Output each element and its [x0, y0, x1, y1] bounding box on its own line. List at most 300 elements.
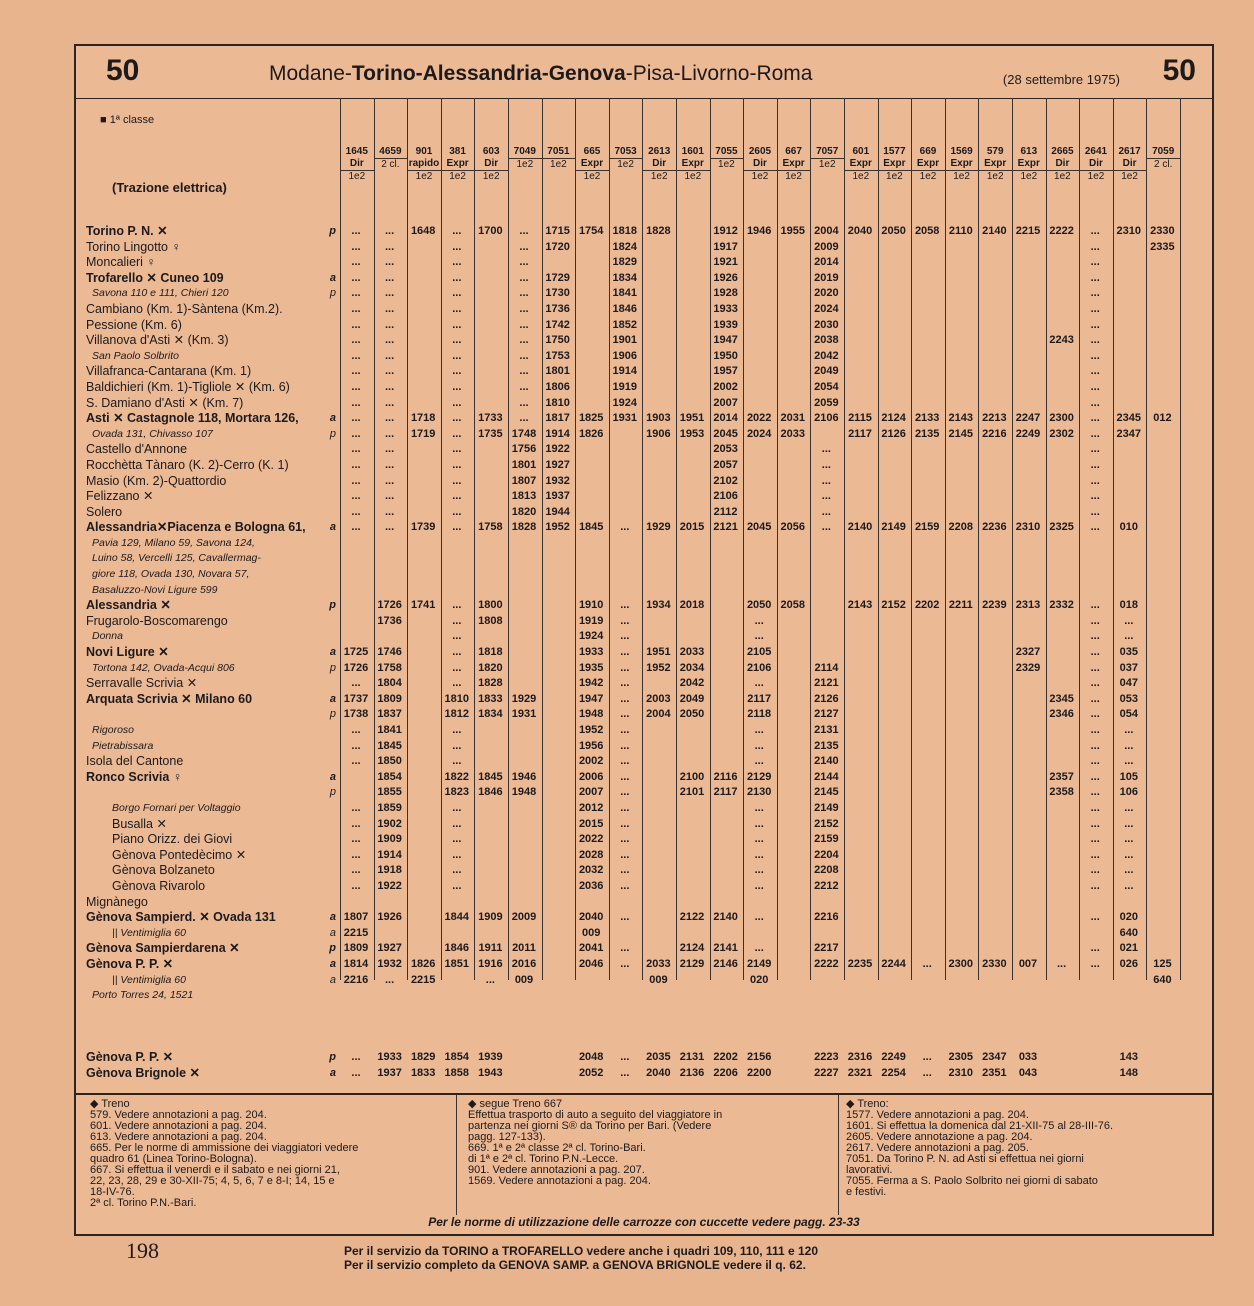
- timetable-times: [343, 224, 1206, 1082]
- time-cell: 1742: [545, 318, 570, 331]
- time-cell: 2121: [713, 521, 738, 534]
- station-name: Basaluzzo-Novi Ligure 599: [92, 583, 218, 596]
- time-cell: ...: [1124, 614, 1134, 627]
- station-name: Masio (Km. 2)-Quattordio: [86, 473, 227, 488]
- station-row: [86, 754, 336, 770]
- time-cell: 2135: [914, 427, 940, 440]
- note-line: 22, 23, 28, 29 e 30-XII-75; 4, 5, 6, 7 e 8-I; 14, 15 e: [90, 1175, 335, 1187]
- time-cell: 105: [1119, 770, 1138, 783]
- train-num: 613: [1020, 146, 1038, 157]
- note-line: lavorativi.: [846, 1164, 893, 1176]
- time-cell: 1810: [444, 692, 470, 705]
- station-name: Mignànego: [86, 894, 148, 909]
- train-type: Expr: [782, 158, 805, 169]
- time-row: [346, 598, 1206, 614]
- time-row: [343, 926, 1206, 942]
- time-cell: 2046: [578, 957, 604, 970]
- time-cell: 2329: [1015, 661, 1041, 674]
- time-cell: ...: [452, 739, 462, 752]
- time-cell: 037: [1119, 661, 1138, 674]
- station-name: || Ventimiglia 60: [112, 973, 186, 986]
- time-cell: ...: [1090, 396, 1100, 409]
- time-cell: 1813: [511, 490, 537, 503]
- note-line: 7051. Da Torino P. N. ad Asti si effettua nei giorni: [846, 1153, 1084, 1165]
- time-cell: 2033: [780, 427, 806, 440]
- time-cell: 2156: [746, 1051, 772, 1064]
- time-cell: 2012: [578, 801, 604, 814]
- time-cell: 2129: [746, 770, 772, 783]
- time-row: [346, 396, 1206, 412]
- time-cell: ...: [452, 271, 462, 284]
- arr-dep-marker: a: [330, 271, 336, 287]
- time-cell: ...: [385, 973, 395, 986]
- time-cell: ...: [452, 521, 462, 534]
- time-cell: 2135: [814, 739, 839, 752]
- time-cell: 2057: [713, 458, 738, 471]
- time-cell: ...: [1090, 708, 1100, 721]
- time-cell: 1903: [646, 412, 671, 425]
- time-cell: ...: [385, 225, 395, 237]
- note-line: 1569. Vedere annotazioni a pag. 204.: [468, 1175, 651, 1187]
- time-cell: 1928: [713, 287, 738, 300]
- note-line: 669. 1ª e 2ª classe 2ª cl. Torino-Bari.: [468, 1142, 646, 1154]
- station-name: Cambiano (Km. 1)-Sàntena (Km.2).: [86, 301, 283, 316]
- time-cell: ...: [1090, 786, 1100, 799]
- time-cell: ...: [1090, 302, 1100, 315]
- time-cell: 143: [1119, 1051, 1138, 1064]
- train-num: 603: [482, 146, 500, 157]
- time-cell: 1726: [343, 661, 369, 674]
- train-num: 601: [852, 146, 870, 157]
- note-line: partenza nei giorni S® da Torino per Bari. (Vedere: [468, 1120, 712, 1132]
- time-cell: ...: [1090, 911, 1100, 924]
- time-cell: ...: [1090, 957, 1100, 970]
- time-cell: 1846: [444, 942, 470, 955]
- train-header: [978, 146, 1012, 183]
- time-cell: ...: [922, 1051, 932, 1064]
- train-header: [542, 146, 576, 171]
- train-header: [1012, 146, 1046, 183]
- time-cell: 1758: [478, 521, 503, 534]
- time-cell: 2014: [713, 412, 738, 425]
- time-cell: 2216: [982, 427, 1007, 440]
- arr-dep-marker: p: [329, 941, 336, 957]
- time-cell: 1726: [377, 599, 402, 612]
- time-cell: ...: [1090, 287, 1100, 300]
- couchette-note: Per le norme di utilizzazione delle carrozze con cuccette vedere pagg. 23-33: [428, 1215, 860, 1229]
- station-name: Castello d'Annone: [86, 442, 188, 457]
- time-cell: ...: [452, 256, 462, 269]
- time-cell: 2215: [1015, 225, 1041, 237]
- time-cell: 2117: [747, 692, 772, 705]
- time-row: [346, 551, 1206, 567]
- time-cell: 1937: [545, 490, 570, 503]
- station-name: Isola del Cantone: [86, 754, 184, 769]
- time-cell: ...: [385, 521, 395, 534]
- arr-dep-marker: a: [330, 692, 336, 708]
- arr-dep-marker: a: [330, 926, 336, 942]
- time-cell: ...: [620, 942, 630, 955]
- time-cell: 1756: [511, 443, 537, 456]
- time-cell: 2332: [1049, 599, 1074, 612]
- train-num: 667: [785, 146, 802, 157]
- time-row: [346, 879, 1206, 895]
- time-cell: ...: [754, 864, 764, 877]
- time-cell: ...: [351, 256, 361, 269]
- time-cell: 2131: [814, 724, 839, 736]
- station-row: [86, 1004, 336, 1020]
- time-row: [346, 895, 1206, 911]
- train-type: Dir: [652, 158, 667, 169]
- train-num: 7053: [614, 146, 637, 157]
- time-cell: 2206: [713, 1067, 738, 1080]
- time-row: [346, 442, 1206, 458]
- time-cell: 1700: [478, 225, 503, 237]
- time-cell: ...: [754, 739, 764, 752]
- time-cell: ...: [452, 661, 462, 674]
- time-cell: 1809: [377, 692, 402, 705]
- station-name: Alessandria✕Piacenza e Bologna 61,: [86, 520, 306, 535]
- time-cell: 1906: [646, 427, 671, 440]
- station-name: Piano Orizz. dei Giovi: [112, 832, 233, 847]
- train-num: 669: [919, 146, 937, 157]
- time-cell: 1738: [343, 708, 369, 721]
- time-cell: 1822: [444, 770, 470, 783]
- time-cell: 2036: [578, 879, 604, 892]
- time-row: [346, 255, 1206, 271]
- time-cell: 2007: [578, 786, 604, 799]
- time-cell: ...: [385, 318, 395, 331]
- station-row: [86, 957, 336, 973]
- time-cell: 1914: [612, 365, 638, 378]
- time-cell: ...: [754, 911, 764, 924]
- time-cell: 1845: [377, 739, 402, 752]
- time-row: [346, 286, 1206, 302]
- time-cell: 2239: [982, 599, 1007, 612]
- notes-heading: ◆ Treno: [90, 1098, 130, 1110]
- time-cell: 2032: [578, 864, 604, 877]
- time-cell: 1748: [511, 427, 537, 440]
- station-name: Gènova P. P. ✕: [86, 1050, 174, 1065]
- arr-dep-marker: p: [330, 785, 336, 801]
- time-cell: ...: [1090, 318, 1100, 331]
- time-cell: 2114: [814, 661, 839, 674]
- time-row: [346, 1050, 1206, 1066]
- time-cell: ...: [620, 599, 630, 612]
- time-cell: 1753: [545, 349, 570, 362]
- time-cell: 2143: [847, 599, 873, 612]
- time-cell: ...: [385, 412, 395, 425]
- station-name: Moncalieri ♀: [86, 255, 156, 270]
- train-cls: 1e2: [978, 170, 1012, 183]
- train-num: 7059: [1152, 146, 1175, 157]
- time-cell: 1953: [679, 427, 705, 440]
- time-cell: ...: [351, 349, 361, 362]
- time-cell: 007: [1018, 957, 1038, 970]
- train-num: 7051: [547, 146, 570, 157]
- time-cell: 2041: [578, 942, 604, 955]
- time-cell: 1735: [478, 427, 503, 440]
- time-cell: ...: [519, 334, 529, 347]
- time-cell: 1818: [612, 225, 638, 237]
- time-cell: 1943: [478, 1067, 503, 1080]
- time-cell: 2146: [713, 957, 738, 970]
- station-row: [86, 832, 336, 848]
- time-cell: 1931: [511, 708, 537, 721]
- train-type: Expr: [681, 158, 704, 169]
- time-cell: 2003: [646, 692, 671, 705]
- time-cell: ...: [754, 879, 764, 892]
- time-cell: 020: [750, 973, 769, 986]
- time-cell: 1823: [444, 786, 470, 799]
- note-line: pagg. 127-133).: [468, 1131, 546, 1143]
- time-cell: ...: [452, 349, 462, 362]
- train-type: Expr: [1017, 158, 1040, 169]
- time-cell: 2216: [343, 973, 369, 986]
- train-header: [407, 146, 441, 183]
- time-cell: 1817: [545, 412, 570, 425]
- time-cell: ...: [519, 318, 529, 331]
- time-row: [346, 520, 1206, 536]
- time-cell: 1951: [679, 412, 705, 425]
- time-cell: ...: [1090, 256, 1100, 269]
- time-row: [346, 676, 1206, 692]
- time-cell: ...: [351, 427, 361, 440]
- train-header: [743, 146, 777, 183]
- header-divider: [76, 98, 1212, 99]
- train-type: Dir: [349, 158, 364, 169]
- time-cell: 2243: [1049, 334, 1074, 347]
- time-cell: ...: [1090, 458, 1100, 471]
- station-name: Rocchètta Tànaro (K. 2)-Cerro (K. 1): [86, 457, 289, 472]
- time-cell: 1844: [444, 911, 470, 924]
- train-header: [508, 146, 542, 171]
- time-cell: ...: [519, 349, 529, 362]
- time-cell: ...: [452, 412, 462, 425]
- time-cell: 2031: [780, 412, 806, 425]
- time-cell: 2204: [814, 848, 839, 861]
- station-row: [86, 349, 336, 365]
- time-row: [346, 240, 1206, 256]
- time-cell: ...: [385, 396, 395, 409]
- time-cell: 1939: [713, 318, 738, 331]
- time-cell: ...: [754, 614, 764, 627]
- notes-section: [76, 1093, 1212, 1209]
- station-row: [86, 224, 336, 240]
- note-line: 1577. Vedere annotazioni a pag. 204.: [846, 1109, 1029, 1121]
- arr-dep-marker: p: [330, 661, 336, 677]
- time-cell: 2310: [1015, 521, 1041, 534]
- time-cell: ...: [1124, 724, 1134, 736]
- train-header: [1146, 146, 1180, 171]
- time-cell: 1932: [545, 474, 570, 487]
- station-row: [86, 801, 336, 817]
- station-row: [86, 785, 336, 801]
- time-cell: ...: [1090, 490, 1100, 503]
- time-cell: ...: [1090, 240, 1100, 253]
- station-row: [86, 1066, 336, 1082]
- station-name: Solero: [86, 504, 123, 519]
- time-cell: ...: [821, 505, 831, 518]
- time-cell: 2101: [679, 786, 705, 799]
- time-cell: ...: [385, 443, 395, 456]
- time-cell: 1859: [377, 801, 402, 814]
- time-cell: ...: [1090, 380, 1100, 393]
- train-cls: 1e2: [441, 170, 475, 183]
- time-cell: ...: [1090, 630, 1100, 643]
- time-cell: ...: [620, 786, 630, 799]
- time-cell: 1846: [612, 302, 638, 315]
- station-row: [86, 692, 336, 708]
- train-cls: 2 cl.: [374, 158, 408, 171]
- time-cell: ...: [1124, 879, 1134, 892]
- train-cls: 1e2: [1046, 170, 1080, 183]
- time-cell: ...: [385, 474, 395, 487]
- station-name: Savona 110 e 111, Chieri 120: [92, 287, 229, 300]
- train-type: Dir: [1089, 158, 1103, 169]
- time-cell: ...: [452, 801, 462, 814]
- time-cell: 053: [1119, 692, 1138, 705]
- station-name: Pessione (Km. 6): [86, 317, 182, 332]
- note-line: 2617. Vedere annotazioni a pag. 205.: [846, 1142, 1029, 1154]
- time-cell: ...: [452, 225, 462, 237]
- station-row: [86, 848, 336, 864]
- train-num: 1569: [950, 146, 973, 157]
- time-cell: ...: [1124, 864, 1134, 877]
- time-cell: 1718: [410, 412, 436, 425]
- station-name: Gènova Pontedècimo ✕: [112, 847, 247, 862]
- time-cell: 1952: [646, 661, 671, 674]
- time-cell: 2040: [646, 1067, 671, 1080]
- note-line: 601. Vedere annotazioni a pag. 204.: [90, 1120, 267, 1132]
- time-cell: 2019: [814, 271, 839, 284]
- time-cell: ...: [1090, 833, 1100, 846]
- time-cell: 2106: [713, 490, 738, 503]
- time-cell: 1736: [377, 614, 402, 627]
- time-cell: ...: [922, 1067, 932, 1080]
- time-cell: ...: [519, 380, 529, 393]
- train-num: 4659: [379, 146, 402, 157]
- time-cell: ...: [1090, 412, 1100, 425]
- train-type: Expr: [883, 158, 906, 169]
- time-cell: ...: [385, 349, 395, 362]
- time-cell: ...: [620, 614, 630, 627]
- time-row: [343, 692, 1206, 708]
- time-cell: ...: [351, 521, 361, 534]
- station-name: San Paolo Solbrito: [92, 349, 179, 362]
- train-num: 7049: [513, 146, 536, 157]
- train-cls: 1e2: [1113, 170, 1147, 183]
- arr-dep-marker: a: [330, 411, 336, 427]
- time-cell: 1810: [545, 396, 570, 409]
- time-cell: 2042: [814, 349, 839, 362]
- time-cell: ...: [452, 630, 462, 643]
- time-cell: ...: [519, 302, 529, 315]
- time-cell: 1746: [377, 646, 402, 659]
- time-cell: 2118: [747, 708, 772, 721]
- arr-dep-marker: a: [330, 910, 336, 926]
- time-cell: 2215: [410, 973, 436, 986]
- time-cell: 1809: [343, 942, 369, 955]
- train-num: 579: [986, 146, 1004, 157]
- time-cell: 2149: [814, 801, 839, 814]
- time-cell: ...: [351, 848, 361, 861]
- time-cell: ...: [754, 848, 764, 861]
- time-cell: 2015: [578, 817, 604, 830]
- time-cell: ...: [1090, 365, 1100, 378]
- time-cell: 026: [1119, 957, 1138, 970]
- time-cell: 1739: [410, 521, 436, 534]
- time-cell: 2202: [914, 599, 940, 612]
- time-cell: 2149: [746, 957, 772, 970]
- station-row: [86, 396, 336, 412]
- time-cell: 2236: [982, 521, 1007, 534]
- time-cell: ...: [452, 490, 462, 503]
- time-cell: 1804: [377, 677, 402, 690]
- time-cell: ...: [385, 302, 395, 315]
- time-cell: 1814: [343, 957, 369, 970]
- train-cls: 1e2: [676, 170, 710, 183]
- train-header: [810, 146, 844, 171]
- station-row: [86, 505, 336, 521]
- time-row: [346, 629, 1206, 645]
- time-cell: 1826: [578, 427, 604, 440]
- time-cell: 148: [1119, 1067, 1138, 1080]
- time-cell: ...: [754, 630, 764, 643]
- station-row: [86, 598, 336, 614]
- time-cell: ...: [452, 396, 462, 409]
- time-cell: 2015: [679, 521, 705, 534]
- time-cell: ...: [620, 848, 630, 861]
- train-num: 7057: [816, 146, 839, 157]
- time-cell: ...: [351, 240, 361, 253]
- time-cell: ...: [1090, 755, 1100, 768]
- time-cell: 054: [1119, 708, 1138, 721]
- station-row: [86, 1035, 336, 1051]
- time-cell: 2345: [1049, 692, 1074, 705]
- time-cell: ...: [519, 365, 529, 378]
- time-cell: ...: [351, 724, 361, 736]
- time-row: [346, 785, 1206, 801]
- time-cell: 1933: [578, 646, 604, 659]
- train-cls: 1e2: [911, 170, 945, 183]
- station-name: Felizzano ✕: [86, 489, 154, 504]
- time-cell: 1812: [444, 708, 470, 721]
- time-cell: 2058: [914, 225, 940, 237]
- time-cell: 2202: [713, 1051, 738, 1064]
- time-cell: 035: [1119, 646, 1138, 659]
- time-cell: ...: [452, 302, 462, 315]
- time-cell: ...: [351, 755, 361, 768]
- time-cell: 2002: [578, 755, 604, 768]
- time-cell: 1720: [545, 240, 570, 253]
- time-cell: 2105: [746, 646, 772, 659]
- time-cell: 2007: [713, 396, 738, 409]
- time-cell: 125: [1153, 957, 1172, 970]
- station-row: [86, 1050, 336, 1066]
- time-cell: 2316: [847, 1051, 873, 1064]
- station-row: [86, 474, 336, 490]
- arr-dep-marker: a: [330, 973, 336, 989]
- time-cell: 2227: [814, 1067, 839, 1080]
- time-cell: 2035: [646, 1051, 671, 1064]
- time-cell: ...: [351, 443, 361, 456]
- time-cell: ...: [1090, 879, 1100, 892]
- time-cell: ...: [351, 801, 361, 814]
- time-cell: 2014: [814, 256, 839, 269]
- station-name: S. Damiano d'Asti ✕ (Km. 7): [86, 395, 244, 410]
- time-cell: 1901: [612, 334, 638, 347]
